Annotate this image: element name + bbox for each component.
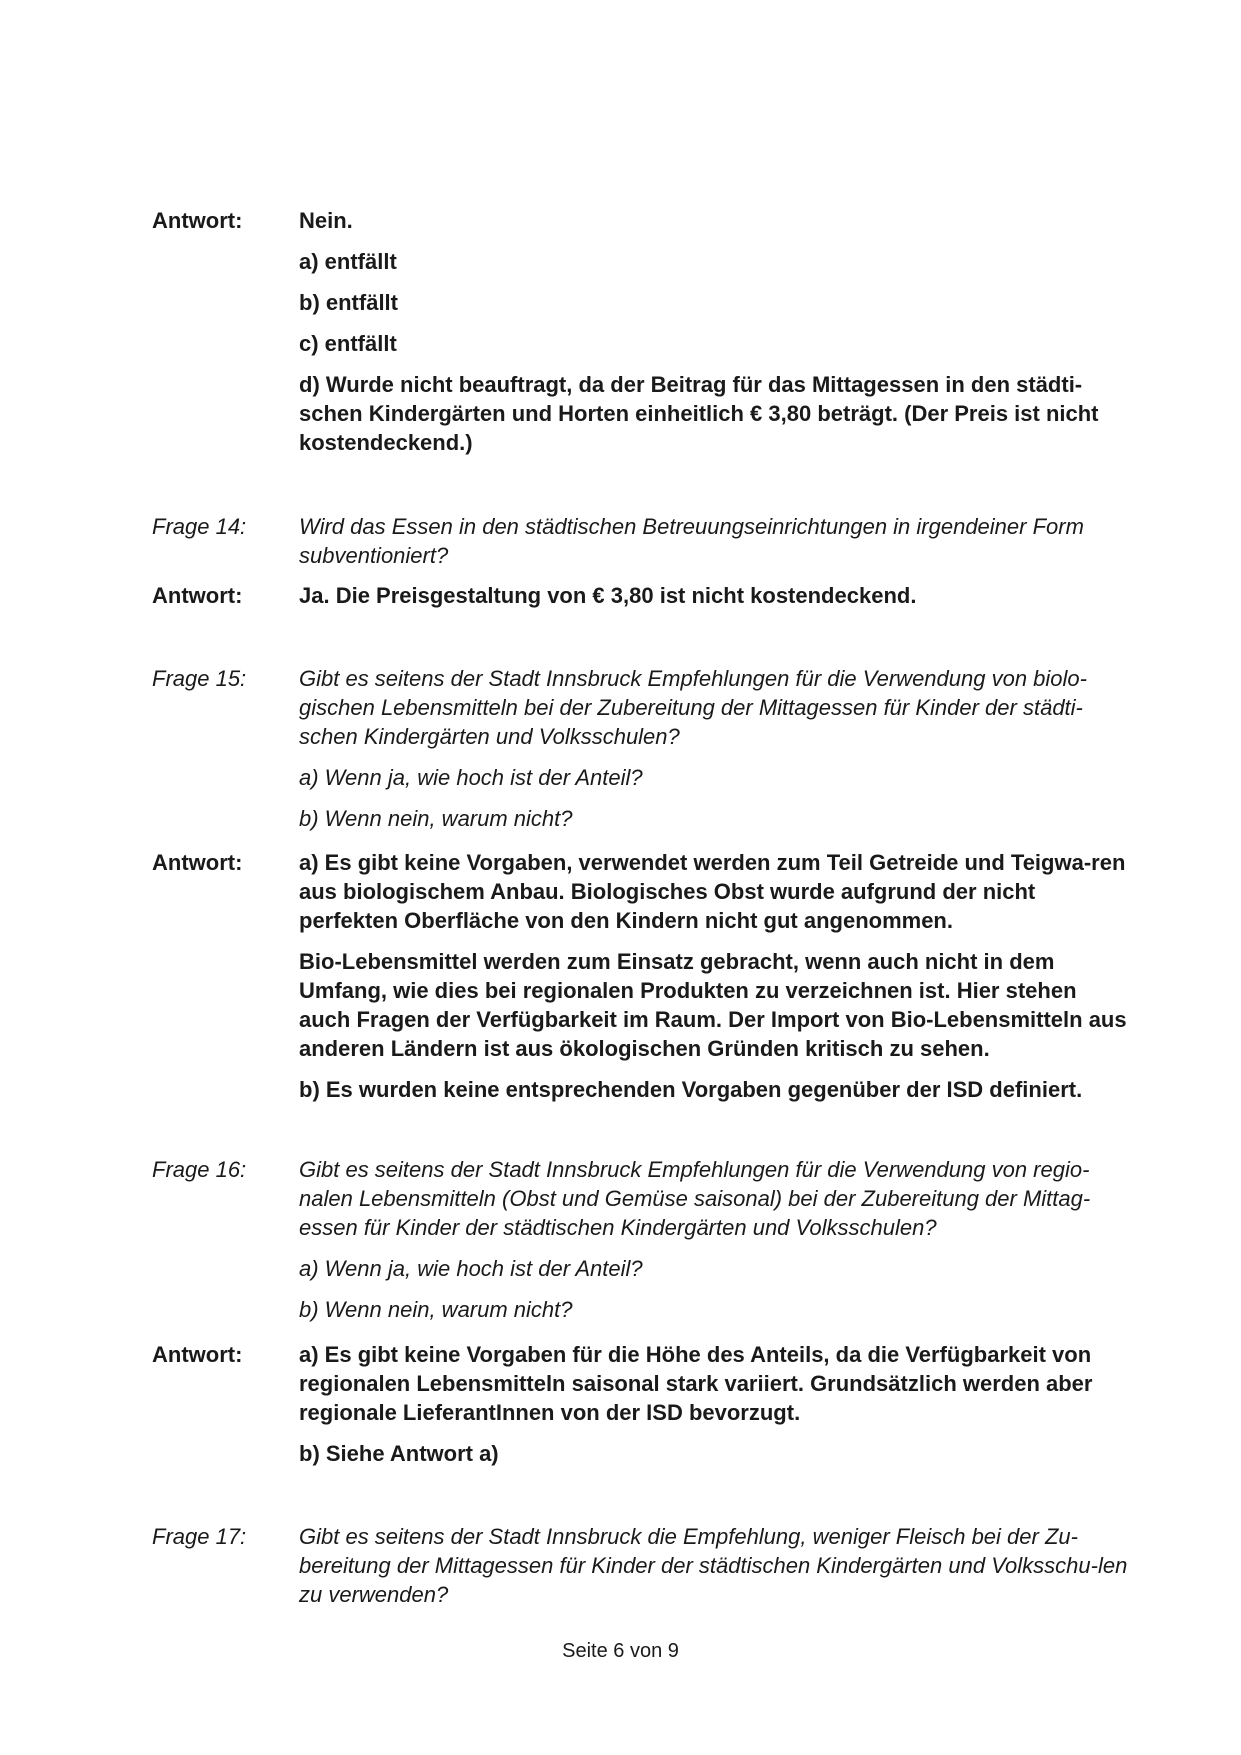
answer-block (152, 848, 1132, 1116)
answer-content (299, 206, 1132, 469)
question-paragraph: a) Wenn ja, wie hoch ist der Anteil? (299, 1256, 643, 1281)
question-content (299, 1155, 1132, 1336)
answer-block (152, 581, 1132, 622)
answer-paragraph: b) entfällt (299, 290, 398, 315)
question-block (152, 1522, 1132, 1621)
question-label: Frage 15: (152, 666, 247, 691)
answer-paragraph: Ja. Die Preisgestaltung von € 3,80 ist nicht kostendeckend. (299, 583, 917, 608)
answer-paragraph: b) Es wurden keine entsprechenden Vorgaben gegenüber der ISD definiert. (299, 1077, 1083, 1102)
question-content (299, 512, 1132, 582)
question-paragraph: Gibt es seitens der Stadt Innsbruck Empfehlungen für die Verwendung von biolo-gischen Lebensmitteln bei der Zubereitung der Mittagessen für Kinder der städti-schen Kindergärten und Volksschulen? (299, 666, 1087, 749)
question-paragraph: Gibt es seitens der Stadt Innsbruck die Empfehlung, weniger Fleisch bei der Zu-bereitung der Mittagessen für Kinder der städtischen Kindergärten und Volksschu-len zu verwenden? (299, 1524, 1128, 1607)
question-paragraph: b) Wenn nein, warum nicht? (299, 806, 573, 831)
answer-paragraph: Nein. (299, 208, 353, 233)
question-block (152, 1155, 1132, 1336)
answer-label: Antwort: (152, 208, 243, 233)
question-label: Frage 16: (152, 1157, 247, 1182)
question-label: Frage 14: (152, 514, 247, 539)
question-block (152, 664, 1132, 845)
answer-paragraph: c) entfällt (299, 331, 397, 356)
answer-block (152, 1340, 1132, 1480)
answer-content (299, 1340, 1132, 1480)
answer-label: Antwort: (152, 1342, 243, 1367)
question-paragraph: Gibt es seitens der Stadt Innsbruck Empfehlungen für die Verwendung von regio-nalen Lebensmitteln (Obst und Gemüse saisonal) bei der Zubereitung der Mittag-essen für Kinder der städtischen Kindergärten und Volksschulen? (299, 1157, 1091, 1240)
answer-label: Antwort: (152, 850, 243, 875)
answer-paragraph: d) Wurde nicht beauftragt, da der Beitrag für das Mittagessen in den städti-schen Kindergärten und Horten einheitlich € 3,80 beträgt. (Der Preis ist nicht kostendeckend.) (299, 372, 1099, 455)
question-content (299, 1522, 1132, 1621)
answer-label: Antwort: (152, 583, 243, 608)
answer-paragraph: Bio-Lebensmittel werden zum Einsatz gebracht, wenn auch nicht in dem Umfang, wie dies bei regionalen Produkten zu verzeichnen ist. Hier stehen auch Fragen der Verfügbarkeit im Raum. Der Import von Bio-Lebensmitteln aus anderen Ländern ist aus ökologischen Gründen kritisch zu sehen. (299, 949, 1127, 1061)
answer-paragraph: a) Es gibt keine Vorgaben, verwendet werden zum Teil Getreide und Teigwa-ren aus biologischem Anbau. Biologisches Obst wurde aufgrund der nicht perfekten Oberfläche von den Kindern nicht gut angenommen. (299, 850, 1126, 933)
page-number: Seite 6 von 9 (562, 1640, 679, 1662)
question-block (152, 512, 1132, 582)
answer-paragraph: b) Siehe Antwort a) (299, 1441, 499, 1466)
answer-paragraph: a) Es gibt keine Vorgaben für die Höhe des Anteils, da die Verfügbarkeit von regionalen Lebensmitteln saisonal stark variiert. Grundsätzlich werden aber regionale LieferantInnen von der ISD bevorzugt. (299, 1342, 1093, 1425)
question-paragraph: a) Wenn ja, wie hoch ist der Anteil? (299, 765, 643, 790)
question-label: Frage 17: (152, 1524, 247, 1549)
answer-block (152, 206, 1132, 469)
answer-paragraph: a) entfällt (299, 249, 397, 274)
answer-content (299, 848, 1132, 1116)
answer-content (299, 581, 1132, 622)
question-content (299, 664, 1132, 845)
question-paragraph: Wird das Essen in den städtischen Betreuungseinrichtungen in irgendeiner Form subventioniert? (299, 514, 1084, 568)
question-paragraph: b) Wenn nein, warum nicht? (299, 1297, 573, 1322)
